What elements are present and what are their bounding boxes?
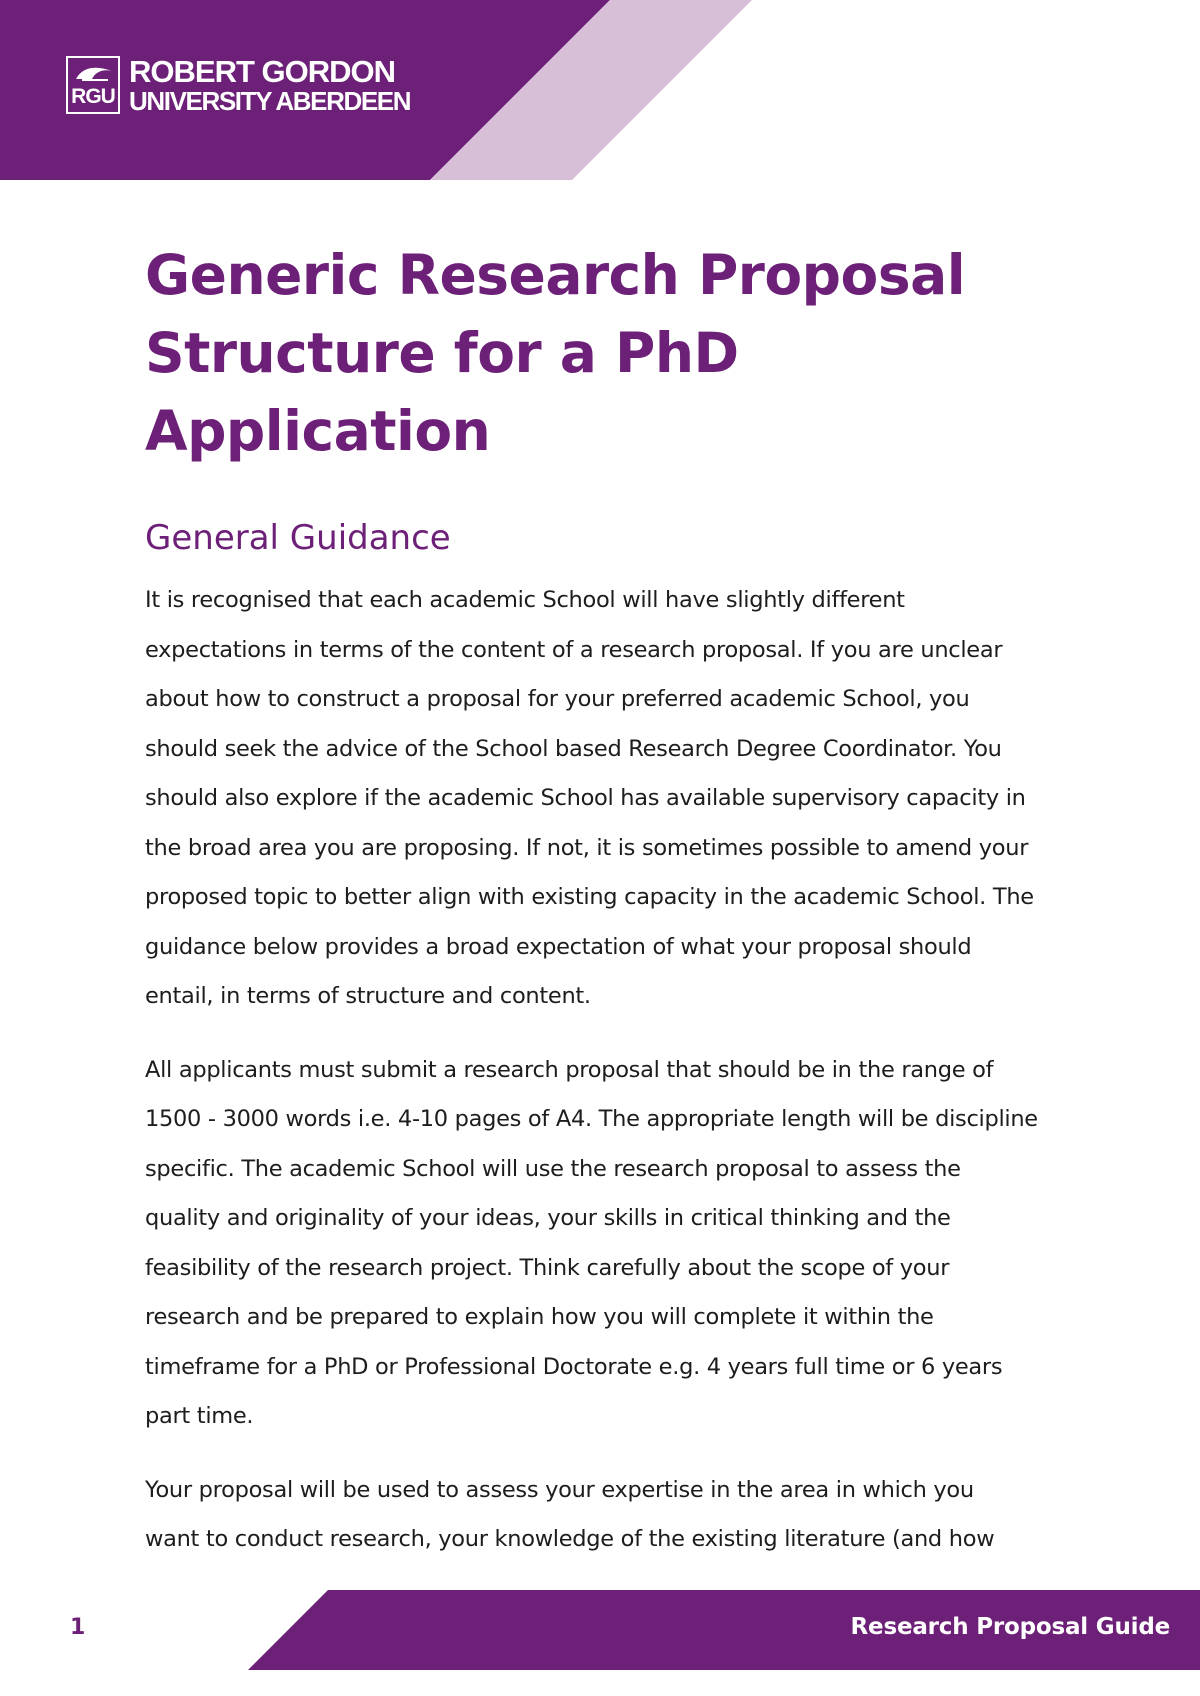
paragraph-line: proposed topic to better align with existing capacity in the academic School. The: [145, 884, 1034, 910]
paragraph-line: feasibility of the research project. Think carefully about the scope of your: [145, 1254, 950, 1281]
document-title: [145, 236, 1075, 470]
paragraph-line: Your proposal will be used to assess your expertise in the area in which you: [145, 1476, 974, 1503]
body-paragraph: [145, 1466, 1075, 1565]
title-line-2: Structure for a PhD Application: [145, 321, 739, 463]
document-body: [145, 236, 1075, 1565]
body-paragraph: [145, 1046, 1075, 1442]
logo-line-2: UNIVERSITY ABERDEEN: [129, 86, 411, 116]
logo-badge-text: RGU: [71, 85, 115, 108]
university-logo: [66, 56, 410, 114]
title-line-1: Generic Research Proposal: [145, 243, 966, 307]
paragraph-line: quality and originality of your ideas, your skills in critical thinking and the: [145, 1205, 951, 1231]
paragraph-line: entail, in terms of structure and content.: [145, 983, 591, 1009]
paragraph-line: want to conduct research, your knowledge of the existing literature (and how: [145, 1526, 995, 1552]
paragraph-line: research and be prepared to explain how you will complete it within the: [145, 1304, 934, 1330]
paragraph-line: the broad area you are proposing. If not, it is sometimes possible to amend your: [145, 834, 1029, 861]
body-paragraph: [145, 576, 1075, 1022]
section-heading: General Guidance: [145, 518, 451, 558]
paragraph-line: about how to construct a proposal for your preferred academic School, you: [145, 686, 970, 712]
page-number: 1: [70, 1615, 86, 1640]
paragraph-line: expectations in terms of the content of a research proposal. If you are unclear: [145, 636, 1003, 663]
paragraph-line: guidance below provides a broad expectation of what your proposal should: [145, 933, 972, 960]
paragraphs: [145, 576, 1075, 1565]
logo-line-1: ROBERT GORDON: [129, 54, 395, 89]
rgu-crest-icon: [74, 63, 114, 83]
paragraph-line: should seek the advice of the School based Research Degree Coordinator. You: [145, 735, 1002, 762]
footer-title: Research Proposal Guide: [850, 1614, 1170, 1640]
paragraph-line: It is recognised that each academic School will have slightly different: [145, 587, 905, 613]
paragraph-line: part time.: [145, 1403, 254, 1429]
paragraph-line: should also explore if the academic School has available supervisory capacity in: [145, 785, 1026, 811]
paragraph-line: 1500 - 3000 words i.e. 4-10 pages of A4. The appropriate length will be discipline: [145, 1106, 1038, 1132]
paragraph-line: All applicants must submit a research proposal that should be in the range of: [145, 1056, 994, 1083]
paragraph-line: timeframe for a PhD or Professional Doctorate e.g. 4 years full time or 6 years: [145, 1353, 1003, 1380]
logo-wordmark: [129, 56, 410, 114]
logo-badge: [66, 56, 120, 114]
paragraph-line: specific. The academic School will use the research proposal to assess the: [145, 1155, 961, 1182]
